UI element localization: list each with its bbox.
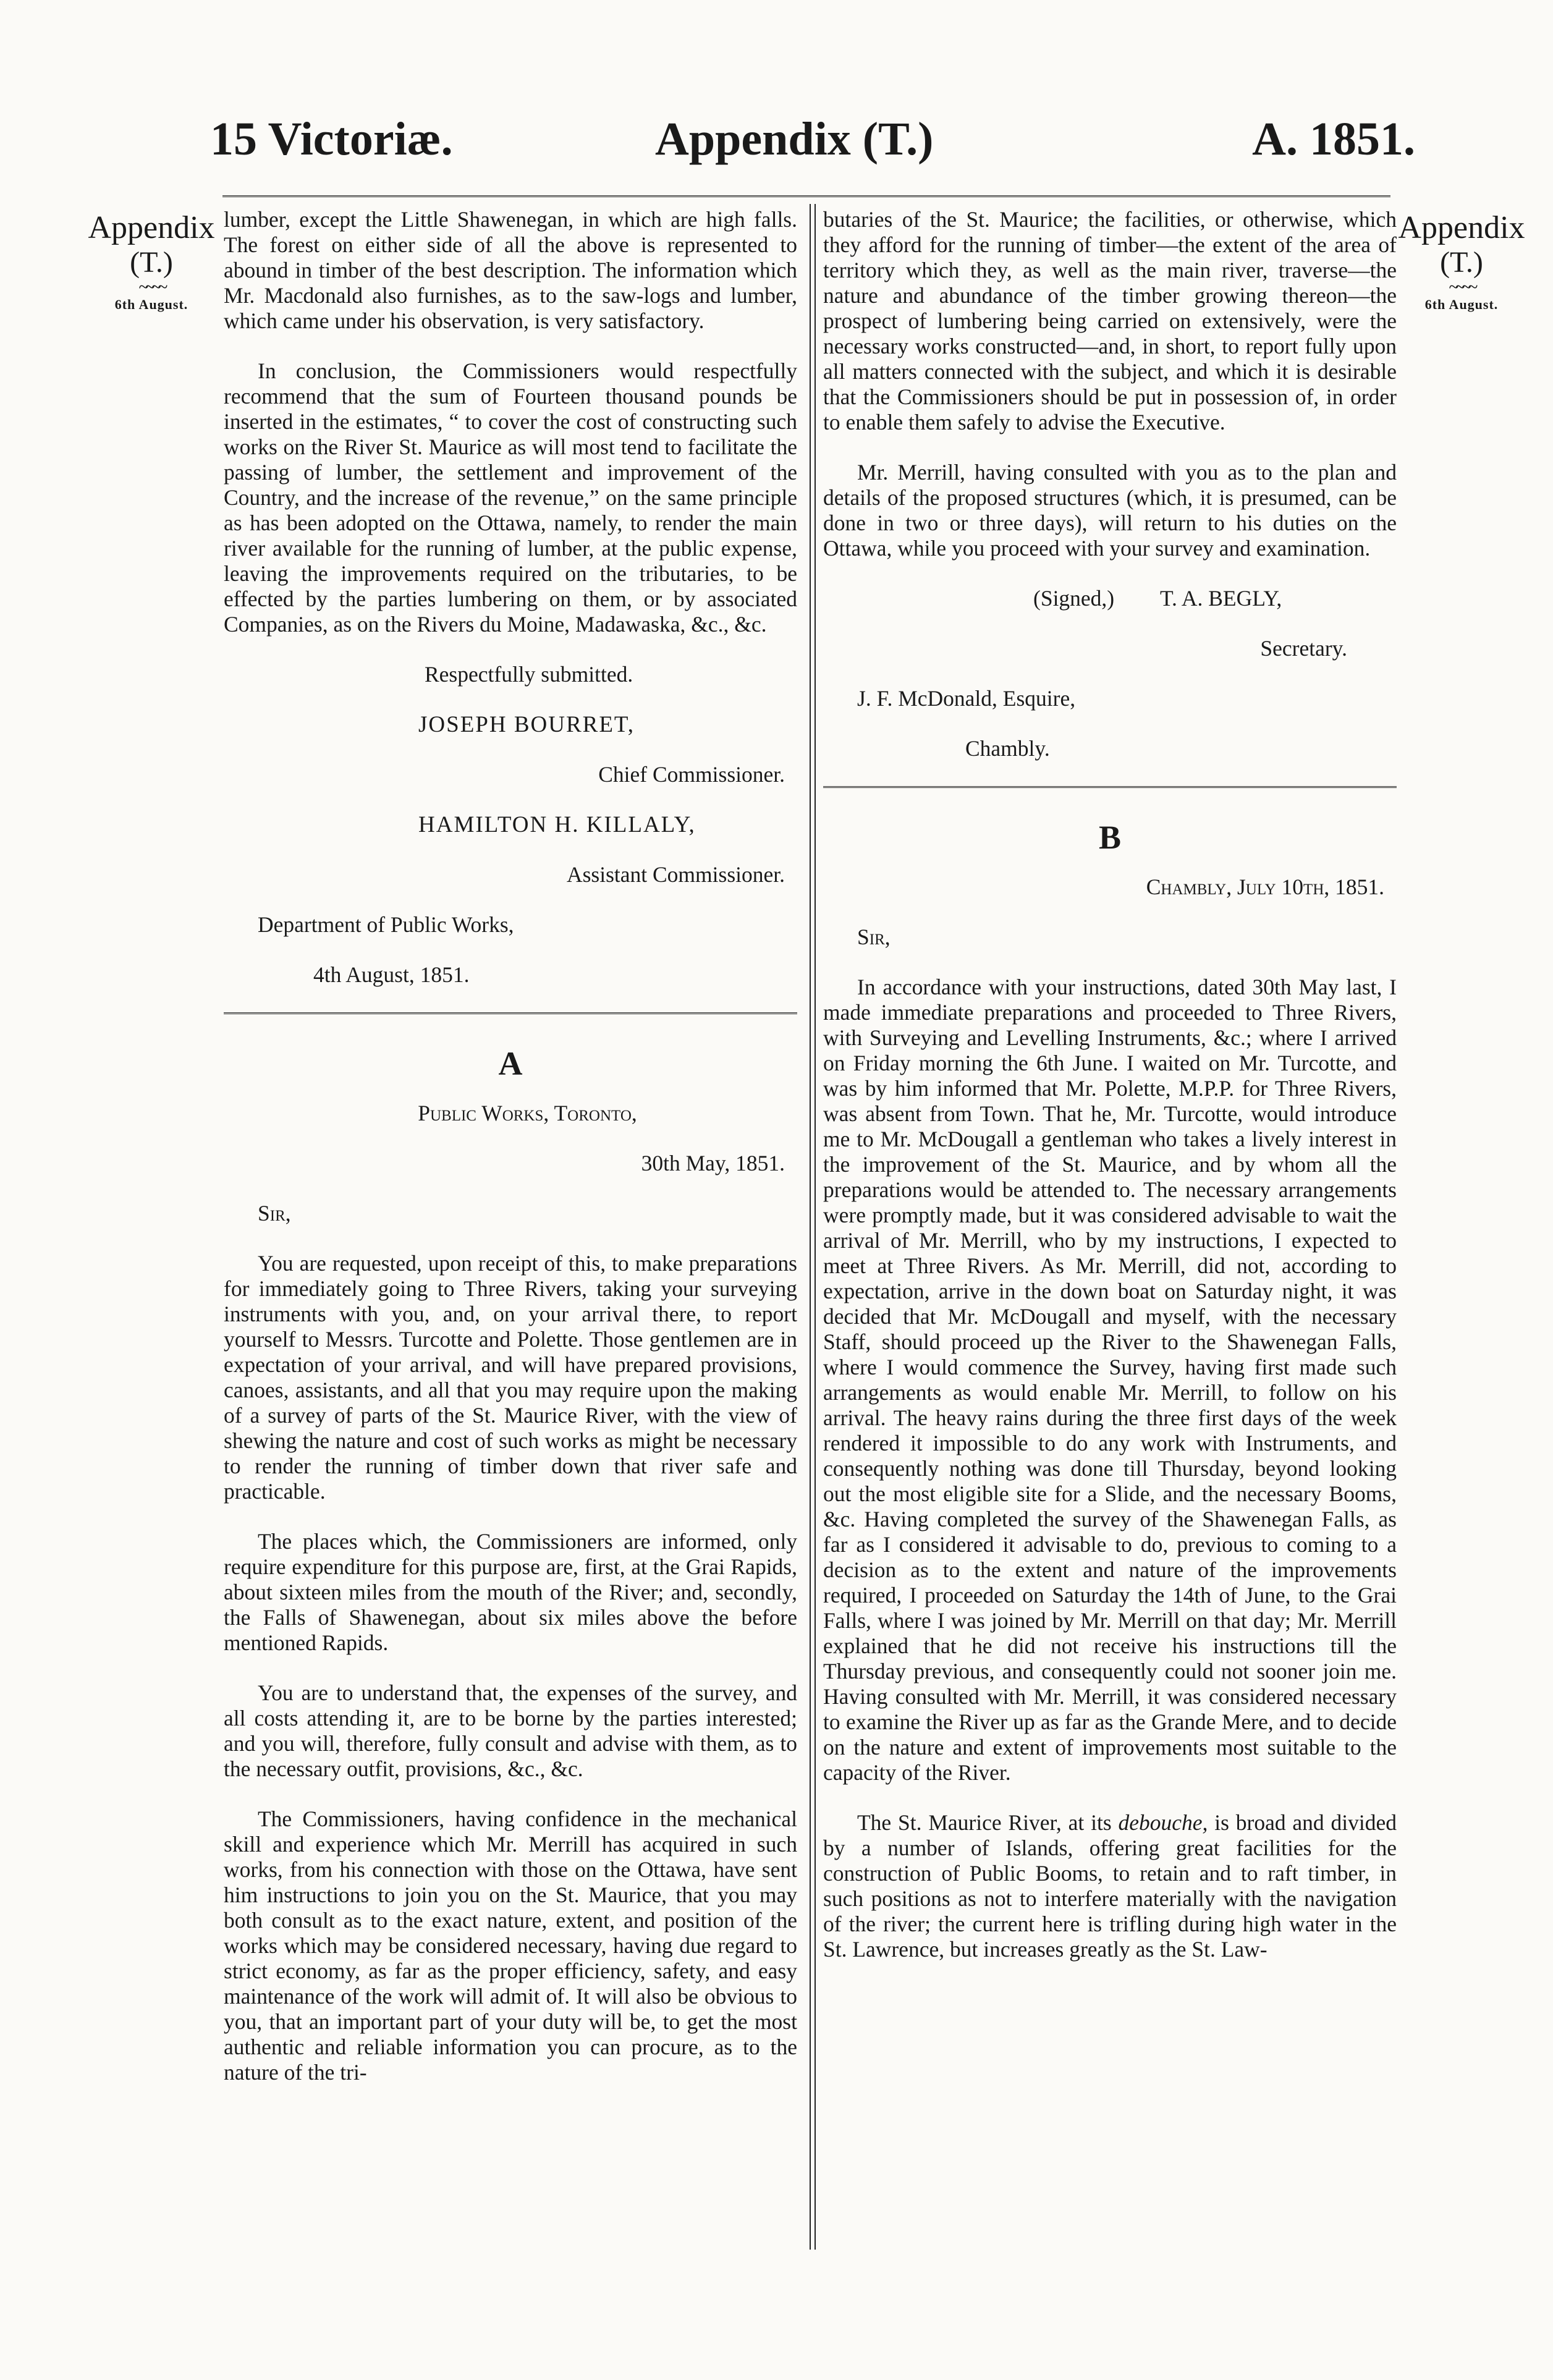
italic-term: debouche, <box>1118 1810 1208 1835</box>
paragraph <box>823 1810 1397 1962</box>
margin-appendix-label: Appendix <box>1398 210 1525 245</box>
paragraph: You are requested, upon receipt of this, to make preparations for immediately going to Three Rivers, taking your surveying instruments with you, and, on your arrival there, to report yourself to Messrs. Turcotte and Polette. Those gentlemen are in expectation of your arrival, and will have prepared provisions, canoes, assistants, and all that you may require upon the making of a survey of parts of the St. Maurice River, with the view of shewing the nature and cost of such works as might be necessary to render the running of timber down that river safe and practicable. <box>224 1251 797 1504</box>
salutation: Sir, <box>857 925 891 949</box>
header-year: A. 1851. <box>1252 113 1415 165</box>
paragraph: Mr. Merrill, having consulted with you as to the plan and details of the proposed structures (which, it is presumed, can be done in two or three days), will return to his duties on the Ottawa, while you proceed with your survey and examination. <box>823 460 1397 561</box>
paragraph: lumber, except the Little Shawenegan, in which are high falls. The forest on either side of all the above is represented to abound in timber of the best description. The information which Mr. Macdonald also furnishes, as to the saw-logs and lumber, which came under his observation, is very satisfactory. <box>224 207 797 333</box>
margin-date: 6th August. <box>1424 297 1499 312</box>
left-column <box>224 207 797 2110</box>
margin-appendix-letter: (T.) <box>1440 246 1483 279</box>
addressee-name: J. F. McDonald, Esquire, <box>857 686 1076 711</box>
margin-date: 6th August. <box>114 297 188 312</box>
department-date: 4th August, 1851. <box>313 962 470 987</box>
margin-appendix-letter: (T.) <box>130 246 173 279</box>
closing-line: Respectfully submitted. <box>425 662 633 687</box>
paragraph: butaries of the St. Maurice; the facilities, or otherwise, which they afford for the running of timber—the extent of the area of territory which they, as well as the main river, traverse—the nature and abundance of the timber growing thereon—the prospect of lumbering being carried on extensively, were the necessary works constructed—and, in short, to report fully upon all matters connected with the subject, and which it is desirable that the Commissioners should be put in possession of, in order to enable them safely to advise the Executive. <box>823 207 1397 434</box>
signature-title: Assistant Commissioner. <box>566 862 785 887</box>
signature-name: HAMILTON H. KILLALY, <box>418 812 696 837</box>
flourish-icon: ~~~~ <box>1449 277 1475 297</box>
paragraph: The Commissioners, having confidence in the mechanical skill and experience which Mr. Merrill has acquired in such works, from his connection with those on the Ottawa, have sent him instructions to join you on the St. Maurice, that you may both consult as to the exact nature, extent, and position of the works which may be considered necessary, having due regard to strict economy, as far as the proper efficiency, safety, and easy maintenance of the work will admit of. It will also be obvious to you, that an important part of your duty will be, to get the most authentic and reliable information you can procure, as to the nature of the tri- <box>224 1806 797 2085</box>
section-divider <box>823 786 1397 788</box>
page-header <box>210 111 1415 179</box>
header-rule <box>222 195 1390 197</box>
addressee-place: Chambly. <box>965 736 1050 761</box>
header-session: 15 Victoriæ. <box>210 113 453 165</box>
address-line: Public Works, Toronto, <box>418 1101 637 1125</box>
text-run: is broad and divided by a number of Islands, offering great facilities for the construction of Public Booms, to retain and to raft timber, in such positions as not to interfere materially with the navigation of the river; the current here is trifling during high water in the St. Lawrence, but increases greatly as the St. Law- <box>823 1810 1397 1962</box>
flourish-icon: ~~~~ <box>138 277 164 297</box>
salutation: Sir, <box>258 1201 291 1226</box>
section-heading: A <box>498 1045 523 1082</box>
header-appendix: Appendix (T.) <box>655 113 934 165</box>
margin-appendix-label: Appendix <box>88 210 215 245</box>
margin-note-right <box>1390 210 1533 314</box>
signature-title: Chief Commissioner. <box>598 762 785 787</box>
paragraph: You are to understand that, the expenses of the survey, and all costs attending it, are to be borne by the parties interested; and you will, therefore, fully consult and advise with them, as to the necessary outfit, provisions, &c., &c. <box>224 1680 797 1781</box>
letter-date: Chambly, July 10th, 1851. <box>1146 875 1384 899</box>
letter-date: 30th May, 1851. <box>641 1151 785 1175</box>
signed-label: (Signed,) <box>1033 586 1115 611</box>
signer-name: T. A. BEGLY, <box>1160 586 1282 611</box>
right-column <box>823 207 1397 1987</box>
text-run: The St. Maurice River, at its <box>857 1810 1119 1835</box>
signature-name: JOSEPH BOURRET, <box>418 712 635 737</box>
signer-title: Secretary. <box>1260 636 1347 661</box>
department-line: Department of Public Works, <box>258 912 514 937</box>
paragraph: The places which, the Commissioners are informed, only require expenditure for this purpose are, first, at the Grai Rapids, about sixteen miles from the mouth of the River; and, secondly, the Falls of Shawenegan, about six miles above the before mentioned Rapids. <box>224 1529 797 1655</box>
column-divider <box>810 204 816 2250</box>
section-divider <box>224 1012 797 1014</box>
paragraph: In accordance with your instructions, dated 30th May last, I made immediate preparations and proceeded to Three Rivers, with Surveying and Levelling Instruments, &c.; where I arrived on Friday morning the 6th June. I waited on Mr. Turcotte, and was by him informed that Mr. Polette, M.P.P. for Three Rivers, was absent from Town. That he, Mr. Turcotte, would introduce me to Mr. McDougall a gentleman who takes a lively interest in the improvement of the St. Maurice, and by whom all the preparations would be attended to. The necessary arrangements were promptly made, but it was considered advisable to wait the arrival of Mr. Merrill, who by my instructions, I expected to meet at Three Rivers. As Mr. Merrill, did not, according to expectation, arrive in the down boat on Saturday night, it was decided that Mr. McDougall and myself, with the necessary Staff, should proceed up the River to the Shawenegan Falls, where I would commence the Survey, having first made such arrangements as would enable Mr. Merrill, to follow on his arrival. The heavy rains during the three first days of the week rendered it impossible to do any work with Instruments, and consequently nothing was done till Thursday, beyond looking out the most eligible site for a Slide, and the necessary Booms, &c. Having completed the survey of the Shawenegan Falls, as far as I considered it advisable to do, previous to coming to a decision as to the extent and nature of the improvements required, I proceeded on Saturday the 14th of June, to the Grai Falls, where I was joined by Mr. Merrill on that day; Mr. Merrill explained that he did not receive his instructions till the Thursday previous, and consequently could not sooner join me. Having consulted with Mr. Merrill, it was considered necessary to examine the River up as far as the Grande Mere, and to decide on the nature and extent of improvements most suitable to the capacity of the River. <box>823 975 1397 1785</box>
paragraph: In conclusion, the Commissioners would respectfully recommend that the sum of Fourteen thousand pounds be inserted in the estimates, “ to cover the cost of constructing such works on the River St. Maurice as will most tend to facilitate the passing of lumber, the settlement and improvement of the Country, and the increase of the revenue,” on the same principle as has been adopted on the Ottawa, namely, to render the main river available for the running of lumber, at the public expense, leaving the improvements required on the tributaries, to be effected by the parties lumbering on them, or by associated Companies, as on the Rivers du Moine, Madawaska, &c., &c. <box>224 358 797 637</box>
margin-note-left <box>80 210 222 314</box>
section-heading: B <box>1098 819 1122 856</box>
signed-line <box>823 586 1397 611</box>
